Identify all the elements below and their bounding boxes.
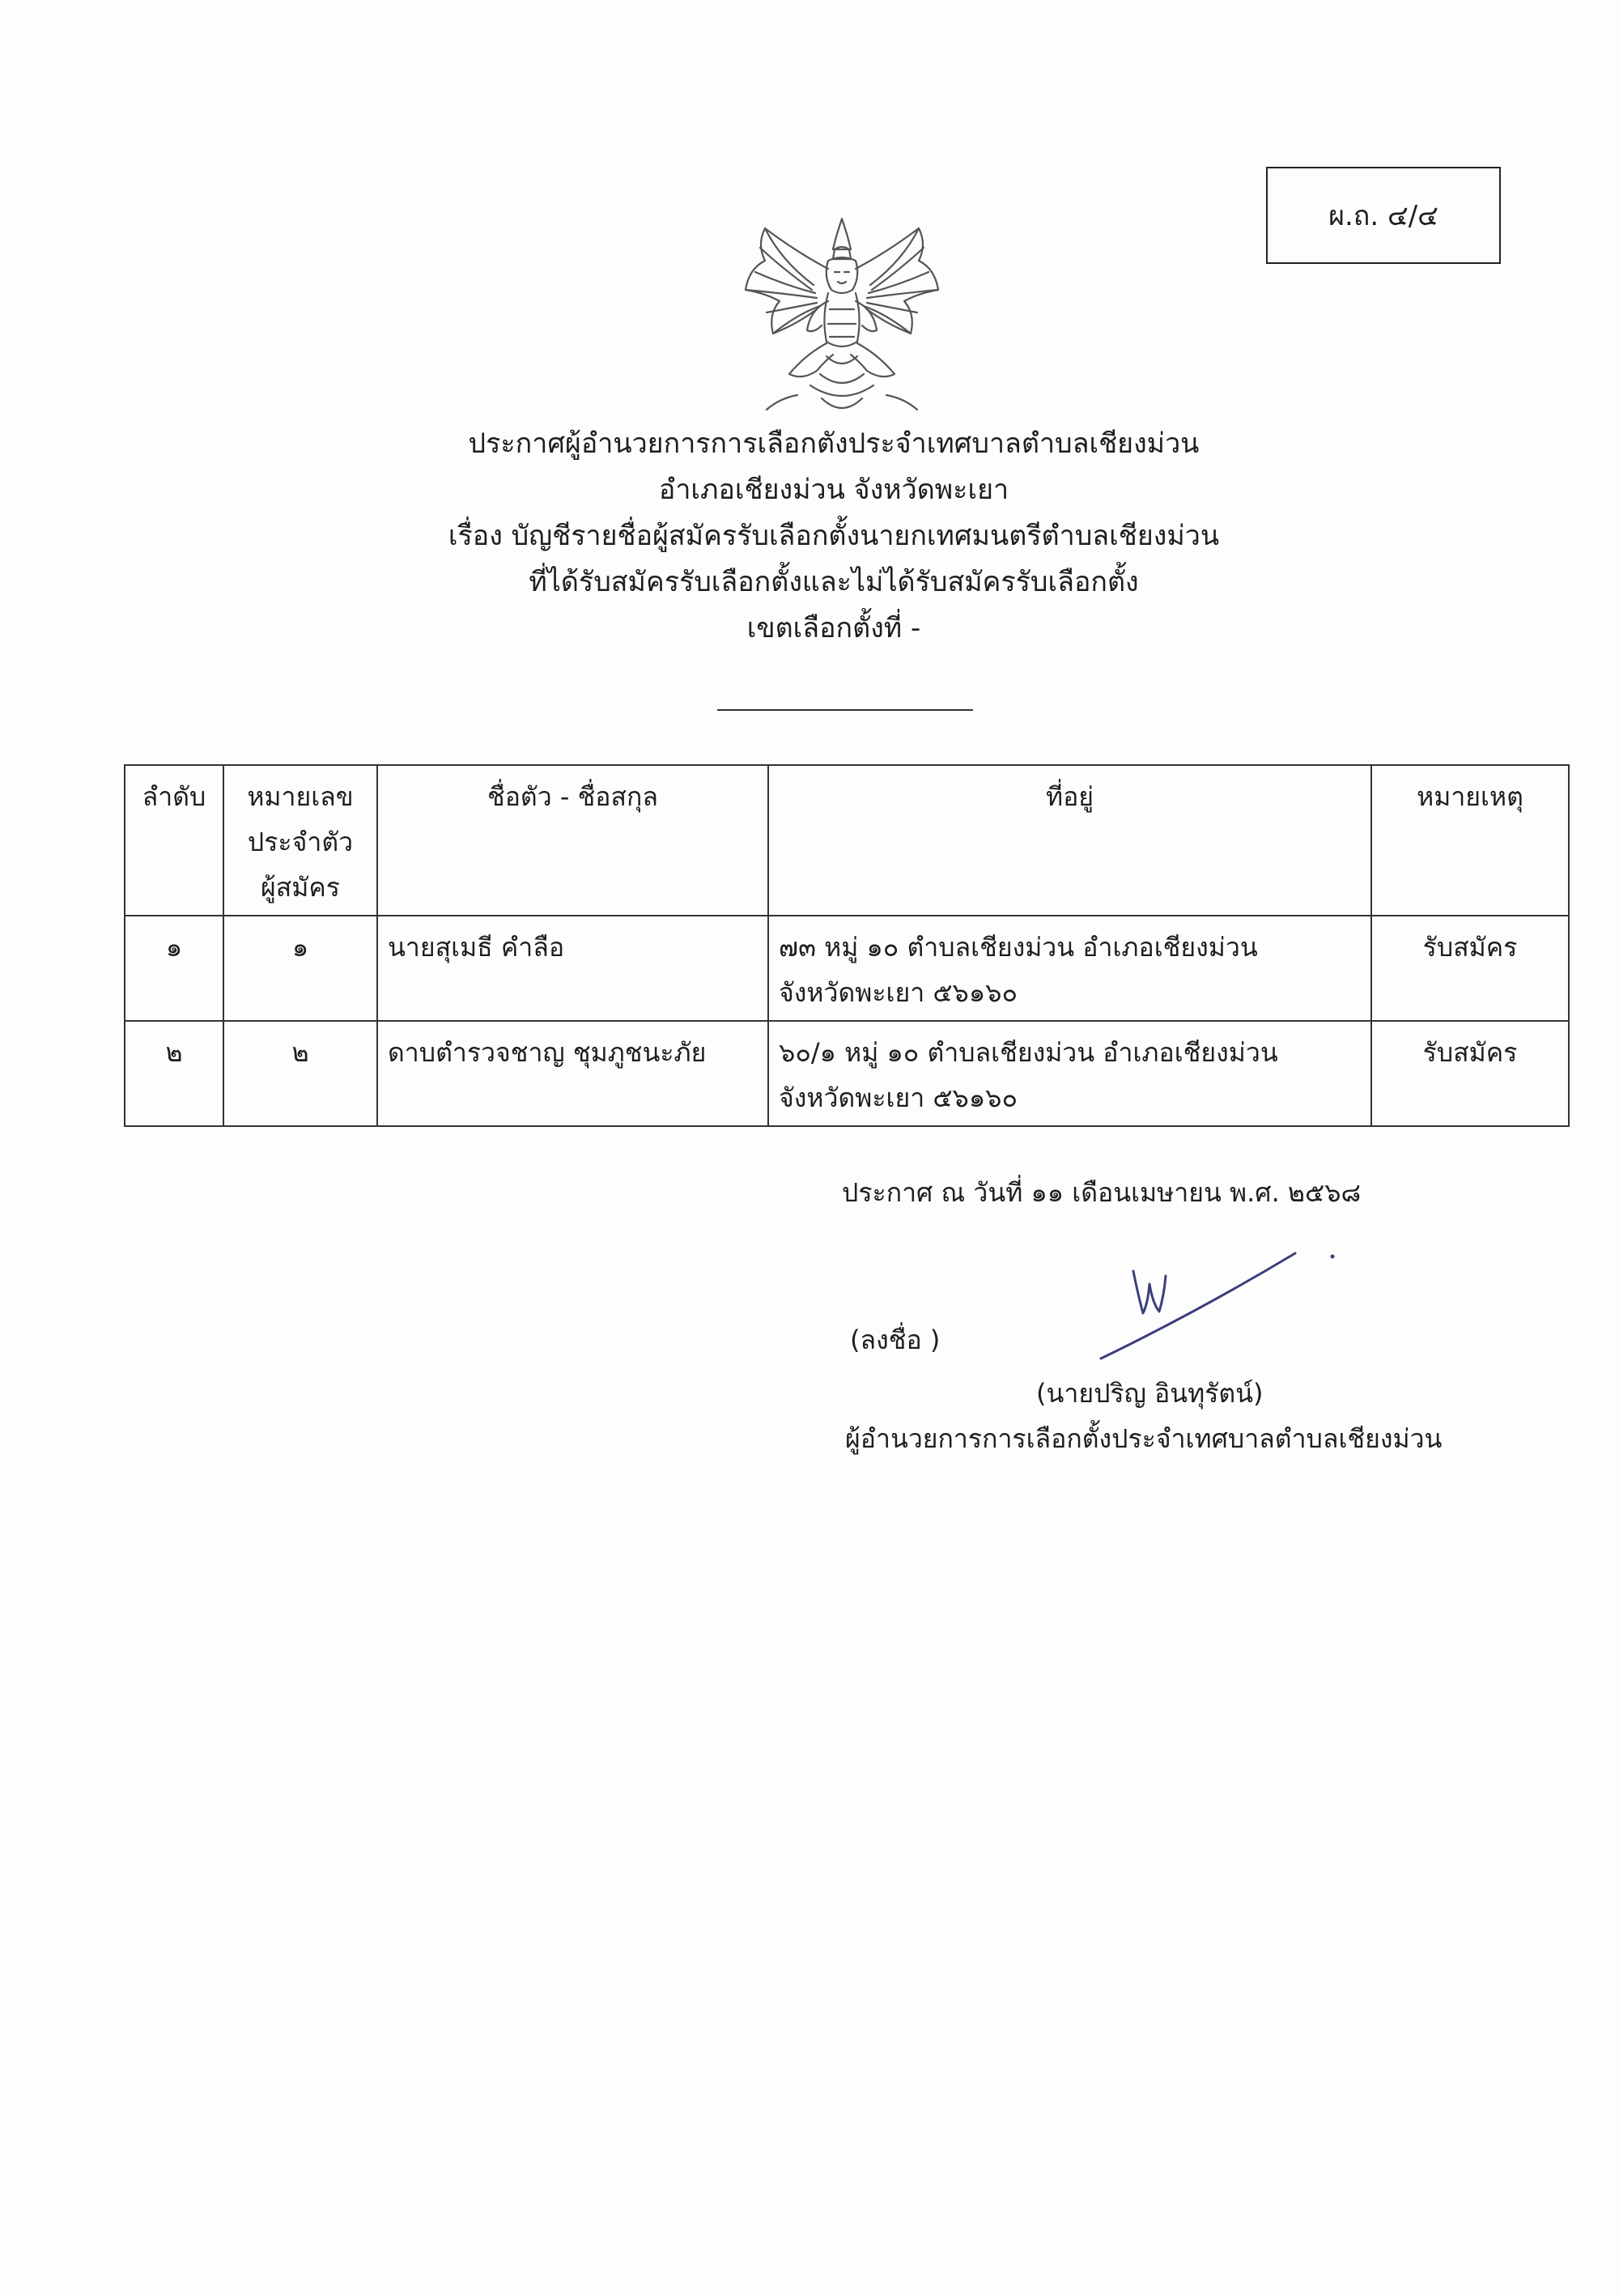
cell-name: นายสุเมธี คำลือ xyxy=(377,916,768,1021)
handwritten-signature xyxy=(1085,1239,1352,1368)
cell-number: ๒ xyxy=(223,1021,377,1126)
sign-label: (ลงชื่อ ) xyxy=(850,1324,941,1355)
announcement-headings xyxy=(243,421,1425,652)
address-line: ๗๓ หมู่ ๑๐ ตำบลเชียงม่วน อำเภอเชียงม่วน xyxy=(779,932,1258,963)
cell-address xyxy=(768,1021,1371,1126)
heading-line-3: เรื่อง บัญชีรายชื่อผู้สมัครรับเลือกตั้งนายกเทศมนตรีตำบลเชียงม่วน xyxy=(448,520,1220,552)
form-code-box xyxy=(1266,167,1501,264)
cell-name: ดาบตำรวจชาญ ชุมภูชนะภัย xyxy=(377,1021,768,1126)
table-header-row xyxy=(125,765,1569,916)
cell-order: ๑ xyxy=(125,916,223,1021)
cell-order: ๒ xyxy=(125,1021,223,1126)
garuda-emblem-icon xyxy=(733,212,951,423)
signer-name: (นายปริญ อินทุรัตน์) xyxy=(1036,1378,1264,1409)
header-candidate-number xyxy=(223,765,377,916)
heading-line-5: เขตเลือกตั้งที่ - xyxy=(746,612,921,644)
heading-divider xyxy=(717,709,973,711)
cell-remark: รับสมัคร xyxy=(1371,1021,1569,1126)
heading-line-2: อำเภอเชียงม่วน จังหวัดพะเยา xyxy=(658,474,1009,506)
address-line: จังหวัดพะเยา ๕๖๑๖๐ xyxy=(779,977,1018,1008)
address-line: จังหวัดพะเยา ๕๖๑๖๐ xyxy=(779,1082,1018,1113)
announcement-date: ประกาศ ณ วันที่ ๑๑ เดือนเมษายน พ.ศ. ๒๕๖๘ xyxy=(842,1177,1362,1208)
candidate-table xyxy=(124,764,1570,1127)
header-number-line: ประจำตัว xyxy=(247,827,354,857)
table-row xyxy=(125,916,1569,1021)
cell-remark: รับสมัคร xyxy=(1371,916,1569,1021)
heading-line-4: ที่ได้รับสมัครรับเลือกตั้งและไม่ได้รับสมัครรับเลือกตั้ง xyxy=(529,566,1139,598)
header-order: ลำดับ xyxy=(125,765,223,916)
cell-address xyxy=(768,916,1371,1021)
signer-title: ผู้อำนวยการการเลือกตั้งประจำเทศบาลตำบลเชียงม่วน xyxy=(845,1423,1443,1454)
cell-number: ๑ xyxy=(223,916,377,1021)
header-number-line: ผู้สมัคร xyxy=(261,872,340,903)
form-code: ผ.ถ. ๔/๔ xyxy=(1328,200,1438,232)
header-remark: หมายเหตุ xyxy=(1371,765,1569,916)
address-line: ๖๐/๑ หมู่ ๑๐ ตำบลเชียงม่วน อำเภอเชียงม่วน xyxy=(779,1037,1278,1068)
header-address: ที่อยู่ xyxy=(768,765,1371,916)
header-name: ชื่อตัว - ชื่อสกุล xyxy=(377,765,768,916)
heading-line-1: ประกาศผู้อำนวยการการเลือกตังประจำเทศบาลตำบลเชียงม่วน xyxy=(468,427,1200,460)
header-number-line: หมายเลข xyxy=(247,781,354,812)
table-row xyxy=(125,1021,1569,1126)
